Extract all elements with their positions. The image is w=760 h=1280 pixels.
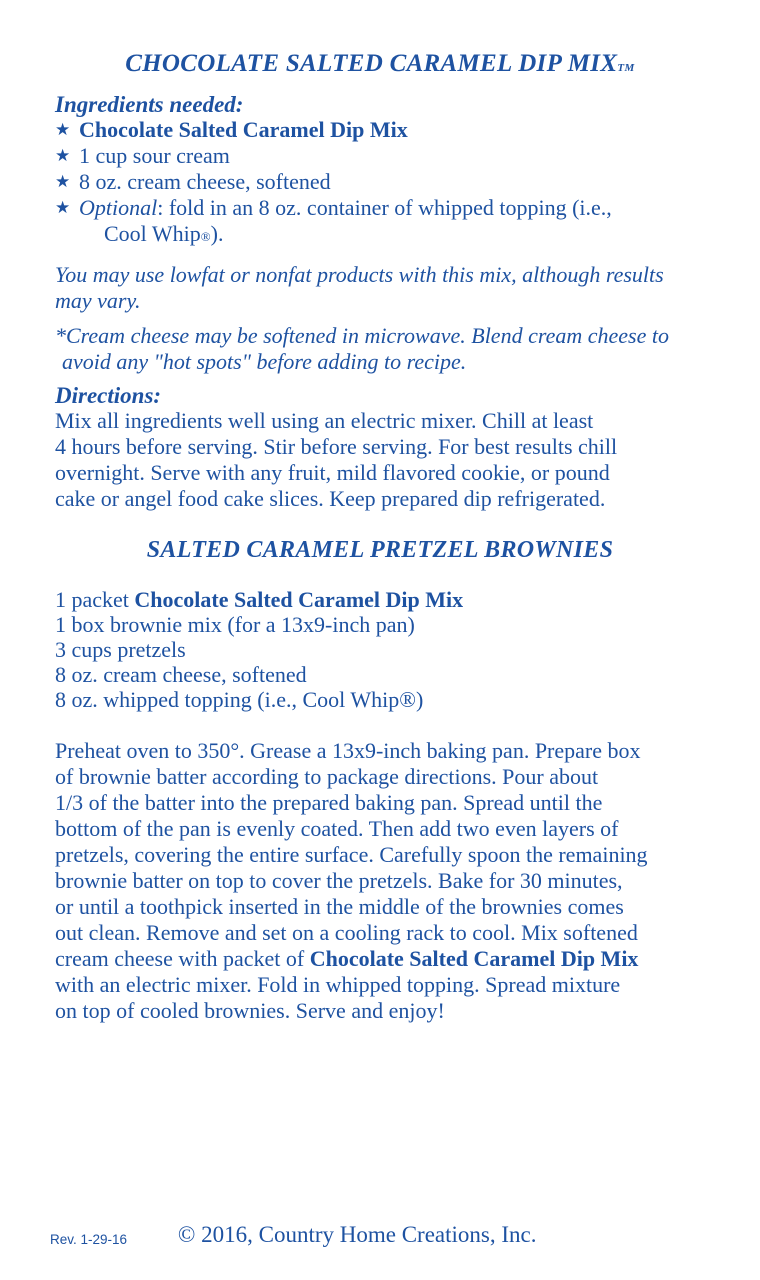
directions-text: Mix all ingredients well using an electric mixer. Chill at least 4 hours before serving. Stir before serving. For best results chill overnight. Serve with any fruit, mild flavored cookie, or pound cake or angel food cake slices. Keep prepared dip refrigerated. [55, 408, 618, 511]
ingredient-text: Chocolate Salted Caramel Dip Mix [79, 117, 408, 142]
ingredient-text: 8 oz. cream cheese, softened [79, 169, 331, 194]
ingredient-list [55, 117, 705, 250]
star-bullet-icon: ★ [55, 172, 71, 191]
revision-label: Rev. 1-29-16 [50, 1232, 128, 1247]
ingredient-item [55, 117, 705, 143]
brownies-title: SALTED CARAMEL PRETZEL BROWNIES [146, 537, 614, 563]
brownies-ingredient: 1 box brownie mix (for a 13x9-inch pan) [55, 612, 415, 637]
brownies-ingredient: 1 packet Chocolate Salted Caramel Dip Mix [55, 587, 464, 612]
footer [0, 1222, 760, 1256]
brownies-instructions: Preheat oven to 350°. Grease a 13x9-inch baking pan. Prepare box of brownie batter according to package directions. Pour about 1/3 of the batter into the prepared baking pan. Spread until the bottom of the pan is evenly coated. Then add two even layers of pretzels, covering the entire surface. Carefully spoon the remaining brownie batter on top to cover the pretzels. Bake for 30 minutes, or until a toothpick inserted in the middle of the brownies comes out clean. Remove and set on a cooling rack to cool. Mix softened cream cheese with packet of Chocolate Salted Caramel Dip Mix with an electric mixer. Fold in whipped topping. Spread mixture on top of cooled brownies. Serve and enjoy! [55, 738, 648, 1023]
cream-cheese-note: *Cream cheese may be softened in microwave. Blend cream cheese to avoid any "hot spots" before adding to recipe. [55, 323, 669, 374]
star-bullet-icon: ★ [55, 198, 71, 217]
dip-mix-title [55, 50, 705, 82]
ingredient-text: Optional: fold in an 8 oz. container of whipped topping (i.e., Cool Whip®). [79, 195, 612, 246]
ingredient-text: 1 cup sour cream [79, 143, 230, 168]
lowfat-note: You may use lowfat or nonfat products with this mix, although results may vary. [55, 262, 664, 313]
brownies-ingredient: 3 cups pretzels [55, 637, 186, 662]
brownies-ingredient-list [55, 587, 705, 712]
ingredient-item [55, 143, 705, 169]
star-bullet-icon: ★ [55, 146, 71, 165]
trademark-symbol: TM [617, 62, 635, 74]
brownies-ingredient: 8 oz. whipped topping (i.e., Cool Whip®) [55, 687, 424, 712]
directions-heading: Directions: [55, 383, 162, 408]
dip-mix-title-text: CHOCOLATE SALTED CARAMEL DIP MIX [125, 50, 618, 77]
star-bullet-icon: ★ [55, 120, 71, 139]
copyright-text: © 2016, Country Home Creations, Inc. [177, 1222, 537, 1247]
ingredient-item [55, 195, 705, 250]
ingredient-item [55, 169, 705, 195]
ingredients-heading: Ingredients needed: [55, 92, 244, 117]
brownies-ingredient: 8 oz. cream cheese, softened [55, 662, 307, 687]
